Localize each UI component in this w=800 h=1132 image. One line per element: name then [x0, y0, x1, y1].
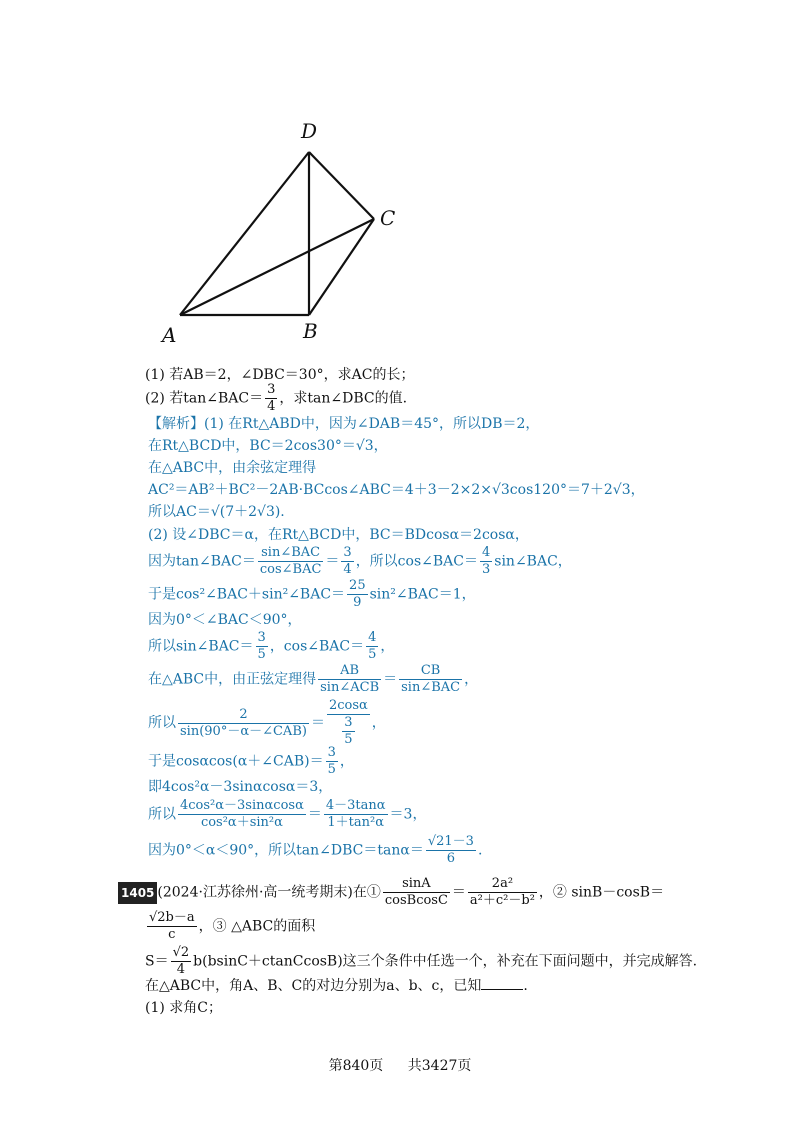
page-footer	[0, 1055, 800, 1075]
problem-given: 在△ABC中，角A、B、C的对边分别为a、b、c，已知 .	[145, 975, 528, 996]
solution-line-9: 因为0°＜∠BAC＜90°，	[148, 612, 302, 628]
solution-line-2: 在Rt△BCD中，BC＝2cos30°＝√3，	[148, 438, 388, 454]
solution-line-14: 即4cos²α－3sinαcosα＝3，	[148, 779, 333, 795]
solution-tag: 【解析】	[148, 416, 204, 432]
label-B: B	[303, 319, 318, 343]
solution-line-15: 所以 $\frac{\text{4cos²α－3sinαcosα}}{\text{cos²α＋sin²α}}$ ＝ $\frac{4-3\tan\alpha}{\text{1＋tan²α}}$ ＝3，	[148, 798, 427, 830]
solution-line-4: AC²＝AB²＋BC²－2AB·BCcos∠ABC＝4＋3－2×2×√3cos120°＝7＋2√3，	[148, 482, 645, 498]
solution-line-5: 所以AC＝√(7＋2√3).	[148, 504, 285, 520]
problem-number-badge: 1405	[118, 882, 157, 904]
problem-header: 1405 (2024·江苏徐州·高一统考期末)在① $\frac{\sin A}{\text{cosBcosC}}$ ＝ $\frac{\text{2a²}}{\text{a²＋c²－b²}}$ ，② sinB－cosB＝	[118, 876, 664, 909]
solution-line-13: 于是cosαcos(α＋∠CAB)＝ $\frac{3}{5}$ ，	[148, 745, 354, 777]
segment-AD	[180, 152, 309, 315]
solution-line-12: 所以 $\frac{2}{\text{sin(90°－α－∠CAB)}}$ ＝ $\frac{2\cos\alpha}{\frac{3}{5}}$ ，	[148, 698, 386, 747]
question-part-2: (2) 若tan∠BAC＝ $\frac{3}{4}$ ，求tan∠DBC的值.	[145, 382, 408, 414]
page-total: 共3427页	[407, 1058, 472, 1074]
label-A: A	[162, 323, 177, 347]
solution-line-6: (2) 设∠DBC＝α，在Rt△BCD中，BC＝BDcosα＝2cosα，	[148, 527, 529, 543]
solution-line-11: 在△ABC中，由正弦定理得 $\frac{AB}{\text{sin∠ACB}}$ ＝ $\frac{CB}{\text{sin∠BAC}}$ ，	[148, 663, 479, 695]
solution-line-10: 所以sin∠BAC＝ $\frac{3}{5}$ ，cos∠BAC＝ $\frac{4}{5}$ ，	[148, 630, 395, 662]
segment-AC	[180, 219, 374, 315]
solution-line-3: 在△ABC中，由余弦定理得	[148, 460, 317, 476]
problem-part-1: (1) 求角C；	[145, 1000, 222, 1016]
page-number: 第840页	[328, 1058, 384, 1074]
label-D: D	[301, 119, 318, 143]
segment-BC	[309, 219, 374, 315]
label-C: C	[380, 206, 396, 230]
solution-line-7: 因为tan∠BAC＝ $\frac{\text{sin∠BAC}}{\text{cos∠BAC}}$ ＝ $\frac{3}{4}$ ，所以cos∠BAC＝ $\frac{4}{3}$ sin∠BAC，	[148, 545, 572, 577]
answer-blank	[481, 975, 523, 990]
segment-DC	[309, 152, 374, 219]
problem-area-formula: S＝ $\frac{√2}{4}$ b(bsinC＋ctanCcosB)这三个条件中任选一个，补充在下面问题中，并完成解答.	[145, 945, 698, 977]
solution-line-16: 因为0°＜α＜90°，所以tan∠DBC＝tanα＝ $\frac{√21-3}{6}$ .	[148, 834, 483, 866]
solution-line-1: 【解析】(1) 在Rt△ABD中，因为∠DAB＝45°，所以DB＝2，	[148, 416, 540, 432]
problem-condition-2: $\frac{√2b-a}{c}$ ，③ △ABC的面积	[149, 910, 316, 942]
quadrilateral-figure	[150, 110, 410, 350]
question-part-1: (1) 若AB＝2，∠DBC＝30°，求AC的长；	[145, 367, 415, 383]
solution-line-8: 于是cos²∠BAC＋sin²∠BAC＝ $\frac{25}{9}$ sin²∠BAC＝1，	[148, 578, 476, 610]
